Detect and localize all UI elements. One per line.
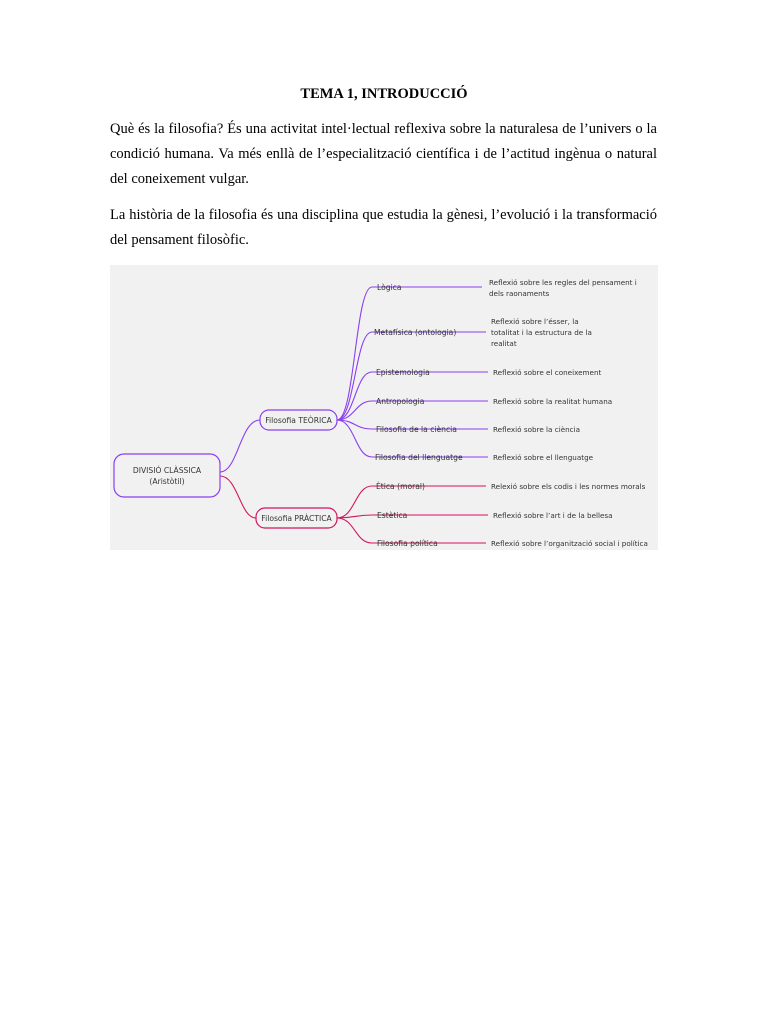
desc-ciencia: Reflexió sobre la ciència: [493, 425, 581, 434]
paragraph-history: La història de la filosofia és una disciplina que estudia la gènesi, l’evolució i la transformació del pensament filosòfic.: [110, 207, 657, 248]
desc-antropologia: Reflexió sobre la realitat humana: [493, 397, 613, 406]
desc-llenguatge: Reflexió sobre el llenguatge: [493, 453, 594, 462]
desc-politica: Reflexió sobre l’organització social i política: [491, 539, 648, 548]
branch-llenguatge: Filosofia del llenguatge: [375, 453, 463, 462]
branch-etica: Ètica (moral): [376, 482, 425, 491]
desc-metafisica-2: totalitat i la estructura de la: [491, 328, 592, 337]
desc-metafisica-1: Reflexió sobre l’ésser, la: [491, 317, 579, 326]
mind-map: [110, 265, 658, 550]
branch-estetica: Estètica: [377, 511, 408, 520]
document-title: TEMA 1, INTRODUCCIÓ: [300, 86, 468, 102]
teorica-label: Filosofia TEÒRICA: [265, 416, 332, 425]
branch-politica: Filosofia política: [377, 539, 438, 548]
desc-metafisica-3: realitat: [491, 339, 517, 348]
mind-map-canvas: [110, 265, 658, 550]
branch-logica: Lògica: [377, 283, 402, 292]
connector-root-teorica: [220, 420, 260, 472]
desc-etica: Relexió sobre els codis i les normes morals: [491, 482, 646, 491]
connector-root-practica: [220, 476, 256, 518]
branch-antropologia: Antropologia: [376, 397, 425, 406]
root-node: [114, 454, 220, 497]
desc-logica-1: Reflexió sobre les regles del pensament i: [489, 278, 637, 287]
desc-estetica: Reflexió sobre l’art i de la bellesa: [493, 511, 613, 520]
root-line-1: DIVISIÓ CLÀSSICA: [132, 466, 202, 475]
paragraph-intro: Què és la filosofia? És una activitat intel·lectual reflexiva sobre la naturalesa de l’univers o la condició humana. Va més enllà de l’especialització científica i de l’actitud ingènua o natural del coneixement vulgar.: [110, 121, 657, 187]
branch-metafisica: Metafísica (ontologia): [374, 328, 457, 337]
practica-label: Filosofia PRÀCTICA: [261, 514, 332, 523]
branch-epistemologia: Epistemologia: [376, 368, 430, 377]
branch-ciencia: Filosofia de la ciència: [376, 425, 457, 434]
desc-logica-2: dels raonaments: [489, 289, 550, 298]
desc-epistemologia: Reflexió sobre el coneixement: [493, 368, 602, 377]
root-line-2: (Aristòtil): [149, 477, 185, 486]
